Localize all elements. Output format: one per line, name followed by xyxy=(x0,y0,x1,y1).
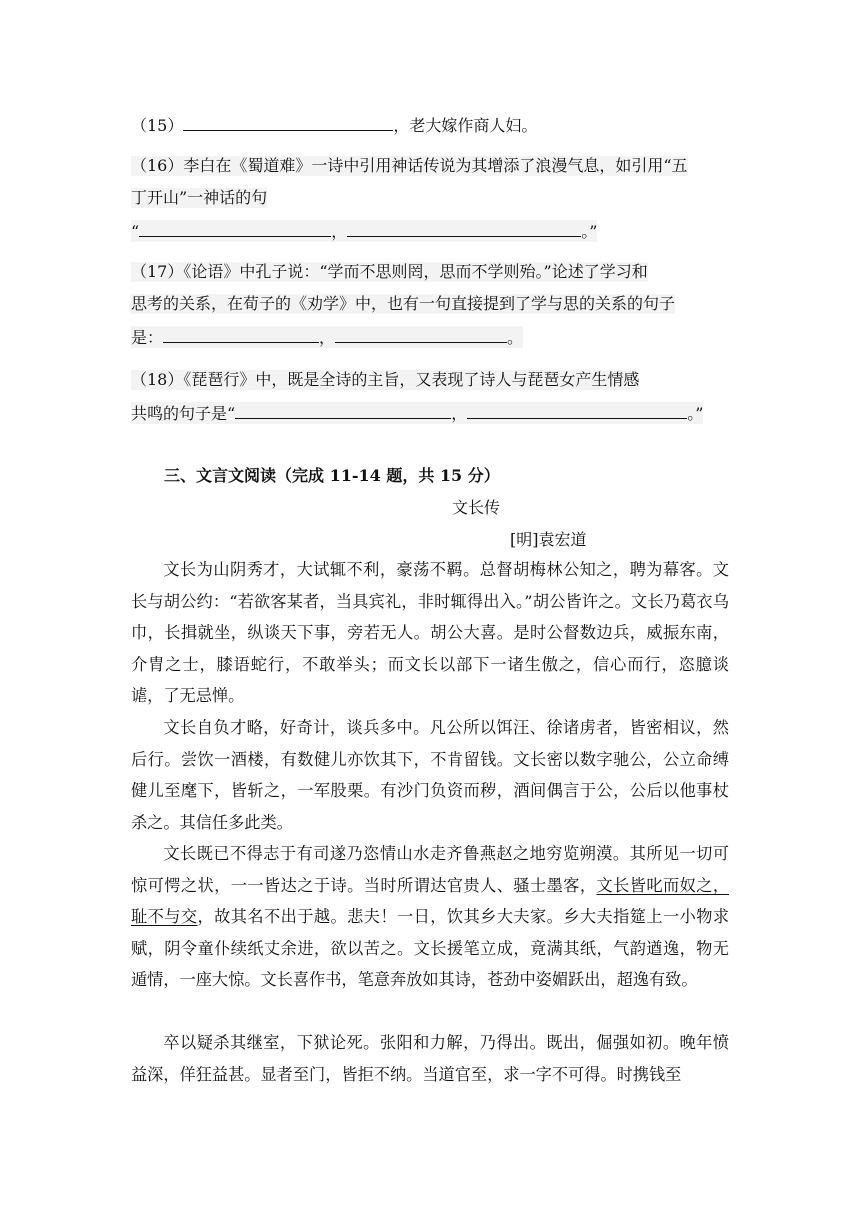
q16-open-quote: “ xyxy=(131,222,140,241)
q17-answer-line xyxy=(131,326,523,348)
answer-blank[interactable] xyxy=(235,402,451,419)
answer-blank[interactable] xyxy=(163,326,319,343)
passage-paragraph-4: 卒以疑杀其继室，下狱论死。张阳和力解，乃得出。既出，倔强如初。晚年愤益深，佯狂益甚。显者至门，皆拒不纳。当道官至，求一字不可得。时携钱至 xyxy=(131,1033,729,1084)
q17-comma: ， xyxy=(319,328,336,347)
underlined-sentence: 文长皆叱而奴之，耻不与交 xyxy=(131,875,730,926)
answer-blank[interactable] xyxy=(183,114,393,131)
q15-prefix: （15） xyxy=(131,116,184,135)
q17-prefix: 是： xyxy=(131,328,164,347)
q18-line-1: （18）《琵琶行》中，既是全诗的主旨，又表现了诗人与琵琶女产生情感 xyxy=(131,370,640,389)
paragraph-3-part-b: ，故其名不出于越。悲夫！一日，饮其乡大夫家。乡大夫指筵上一小物求赋，阴令童仆续纸丈余进，欲以苦之。文长援笔立成，竟满其纸，气韵遒逸，物无遁情，一座大惊。文长喜作书，笔意奔放如其诗，苍劲中姿媚跃出，超逸有致。 xyxy=(131,907,730,989)
answer-blank[interactable] xyxy=(347,220,581,237)
passage-paragraph-1: 文长为山阴秀才，大试辄不利，豪荡不羁。总督胡梅林公知之，聘为幕客。文长与胡公约：“若欲客某者，当具宾礼，非时辄得出入。”胡公皆许之。文长乃葛衣乌巾，长揖就坐，纵谈天下事，旁若无人。胡公大喜。是时公督数边兵，威振东南，介胄之士，膝语蛇行，不敢举头；而文长以部下一诸生傲之，信心而行，恣臆谈谑，了无忌惮。 xyxy=(131,560,729,705)
passage-paragraph-3 xyxy=(131,838,729,996)
q15-suffix: ，老大嫁作商人妇。 xyxy=(393,116,538,135)
passage-title: 文长传 xyxy=(452,498,501,517)
section-heading: 三、文言文阅读（完成 11-14 题，共 15 分） xyxy=(164,466,500,485)
passage-paragraph-2: 文长自负才略，好奇计，谈兵多中。凡公所以饵汪、徐诸虏者，皆密相议，然后行。尝饮一酒楼，有数健儿亦饮其下，不肯留钱。文长密以数字驰公，公立命缚健儿至麾下，皆斩之，一军股栗。有沙门负资而秽，酒间偶言于公，公后以他事杖杀之。其信任多此类。 xyxy=(131,718,729,832)
q17-line-2: 思考的关系，在荀子的《劝学》中，也有一句直接提到了学与思的关系的句子 xyxy=(131,294,676,313)
q16-line-2: 丁开山”一神话的句 xyxy=(131,188,268,207)
q16-answer-line xyxy=(131,220,597,242)
q16-close: 。” xyxy=(581,222,598,241)
q17-end: 。 xyxy=(507,328,524,347)
paragraph-3-part-a: 文长既已不得志于有司遂乃恣情山水走齐鲁燕赵之地穷览朔漠。其所见一切可惊可愕之状，一一皆达之于诗。当时所谓达官贵人、骚士墨客， xyxy=(131,844,729,895)
q18-end: 。” xyxy=(687,404,704,423)
answer-blank[interactable] xyxy=(335,326,507,343)
q18-answer-line xyxy=(131,402,703,424)
answer-blank[interactable] xyxy=(139,220,331,237)
q16-line-1: （16）李白在《蜀道难》一诗中引用神话传说为其增添了浪漫气息，如引用“五 xyxy=(131,156,688,175)
q18-comma: ， xyxy=(451,404,468,423)
q17-line-1: （17）《论语》中孔子说：“学而不思则罔，思而不学则殆。”论述了学习和 xyxy=(131,262,648,281)
answer-blank[interactable] xyxy=(467,402,687,419)
question-15 xyxy=(131,114,537,136)
passage-author: [明]袁宏道 xyxy=(510,530,587,549)
q16-comma: ， xyxy=(331,222,348,241)
q18-prefix: 共鸣的句子是“ xyxy=(131,404,236,423)
